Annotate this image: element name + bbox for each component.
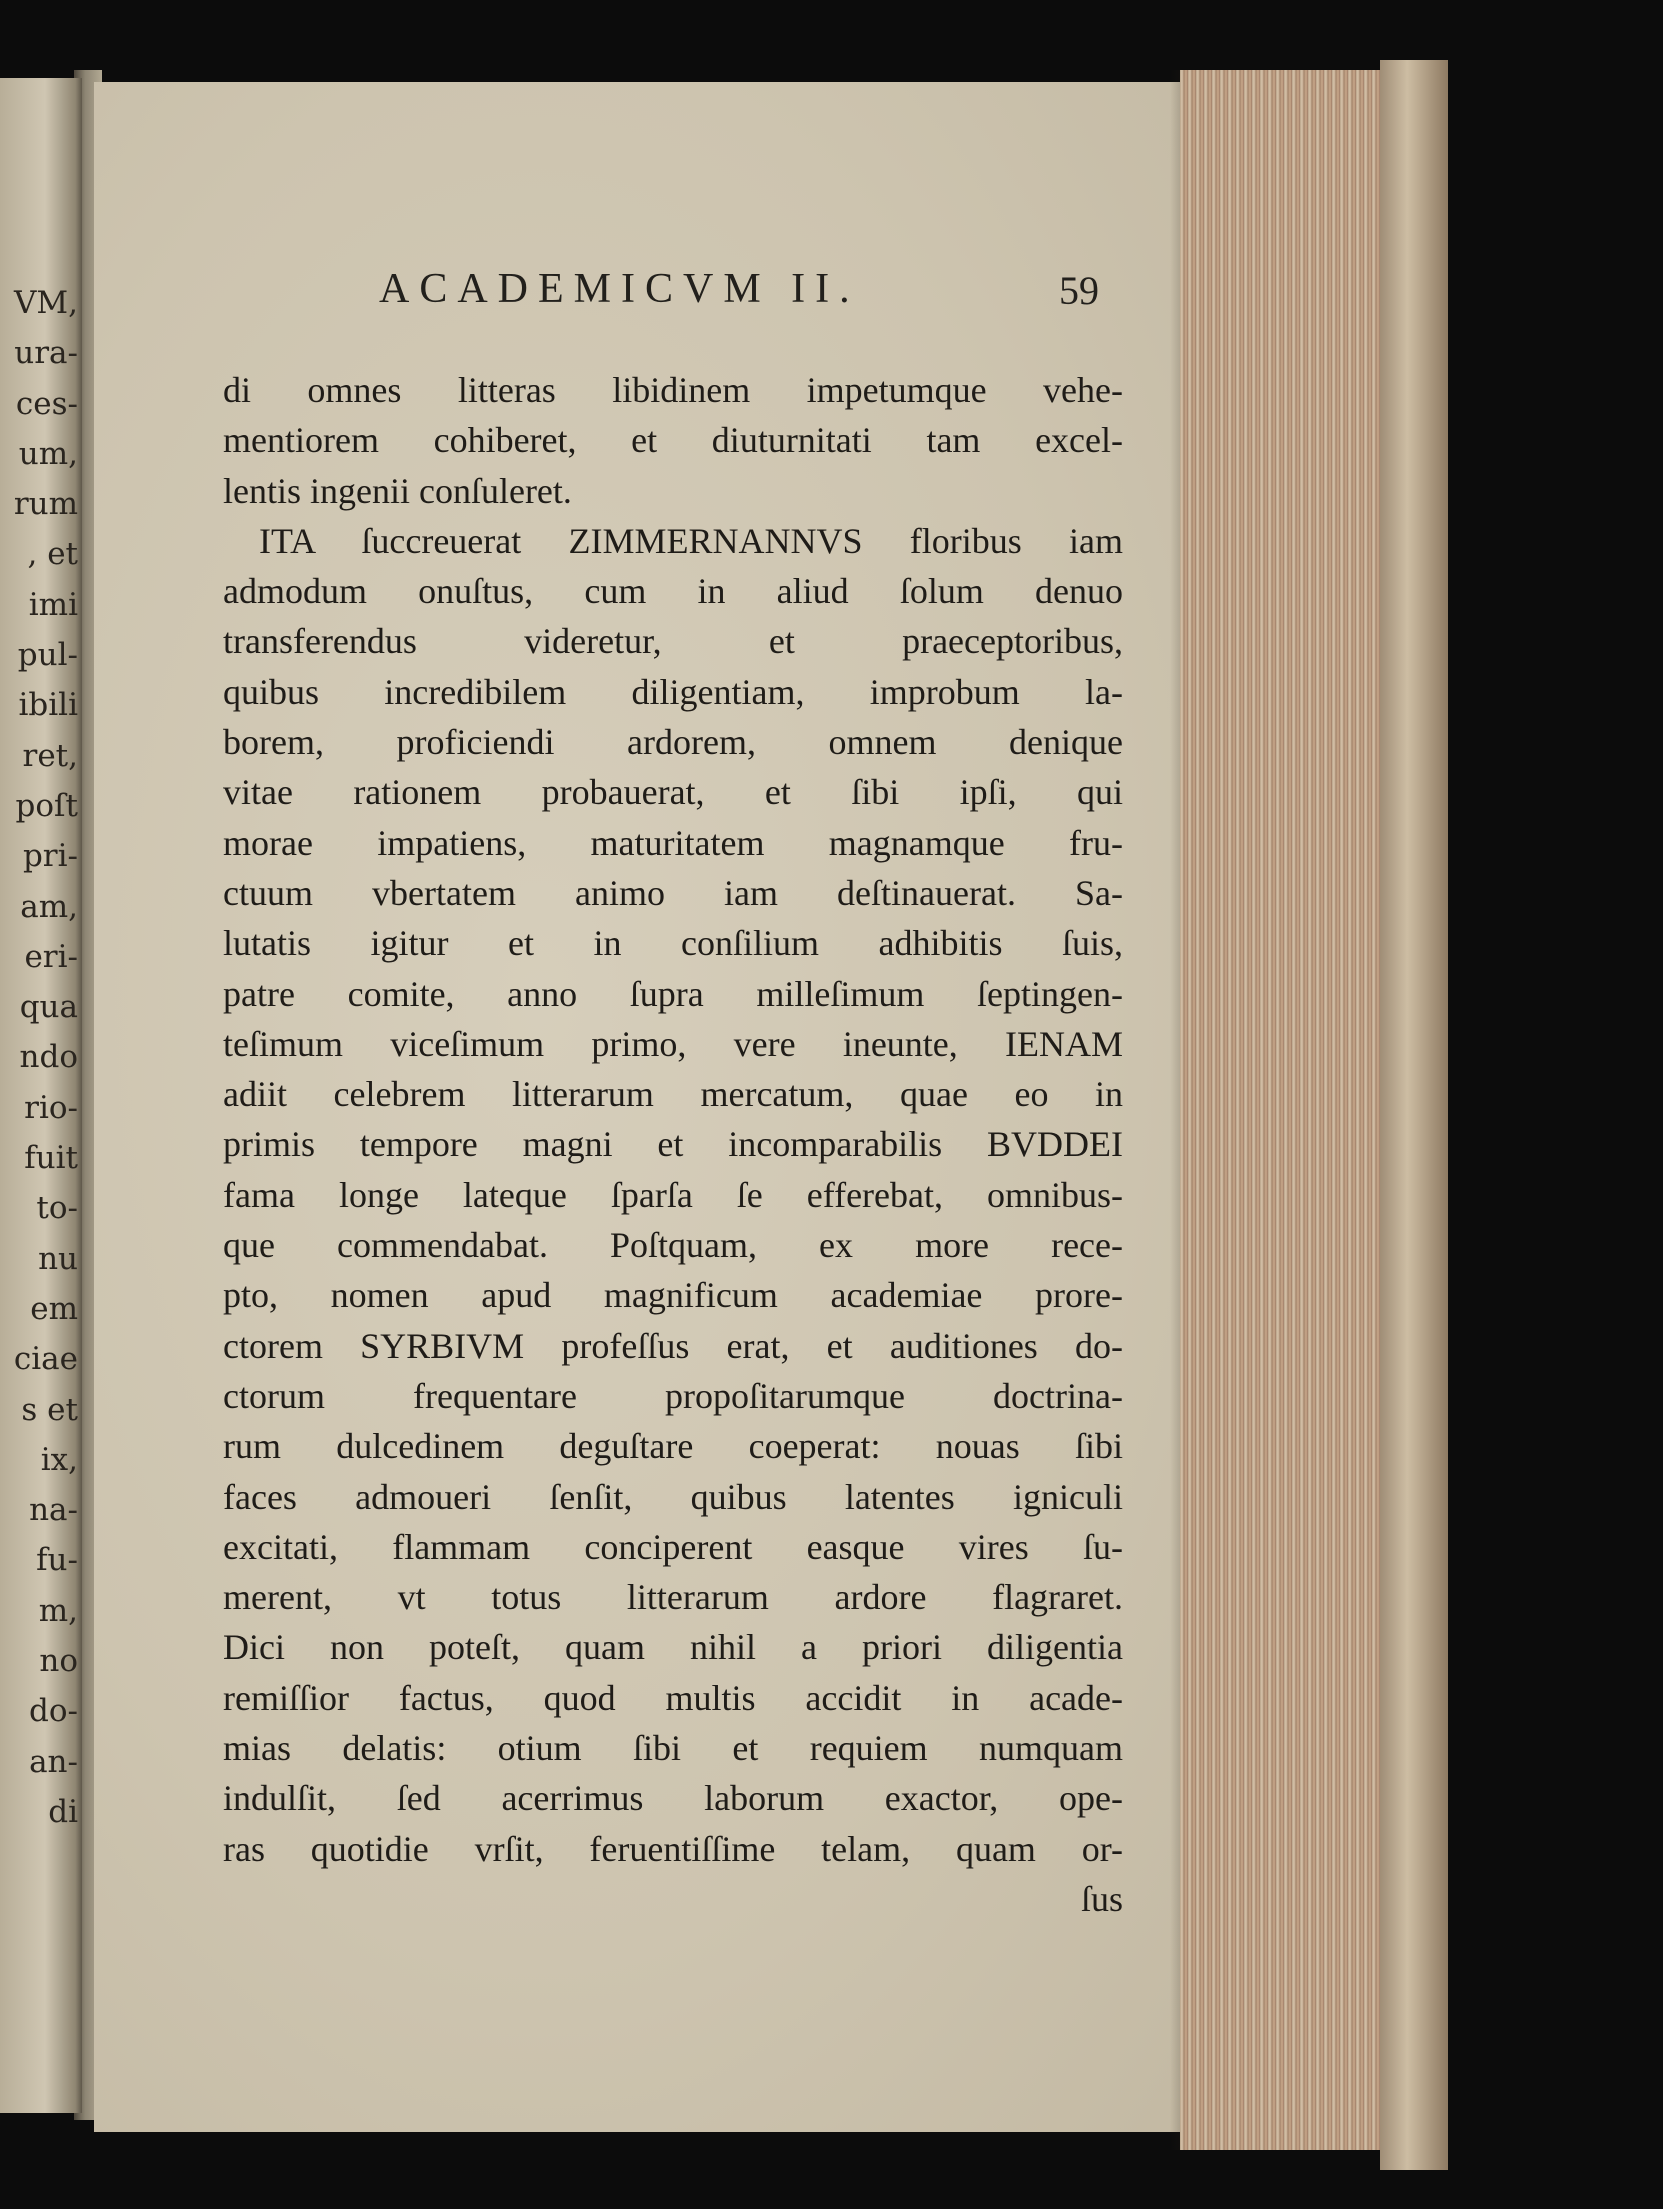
text-line: mentiorem cohiberet, et diuturnitati tam excel- (223, 420, 1123, 461)
left-page (0, 78, 82, 2113)
text-line: ctuum vbertatem animo iam deſtinauerat. Sa- (223, 872, 1123, 913)
text-line: quibus incredibilem diligentiam, improbum la- (223, 671, 1123, 712)
left-page-line: ces- (15, 385, 78, 422)
left-page-line: pri- (22, 838, 78, 875)
text-line: lentis ingenii conſuleret. (223, 470, 572, 511)
text-line: vitae rationem probauerat, et ſibi ipſi, qui (223, 772, 1123, 813)
text-line: ctorum frequentare propoſitarumque doctrina- (223, 1375, 1123, 1416)
left-page-line: qua (19, 989, 78, 1026)
left-page-line: no (39, 1643, 78, 1680)
left-page-line: ix, (40, 1441, 78, 1478)
left-page-line: do- (29, 1693, 78, 1730)
left-page-line: eri- (24, 938, 78, 975)
left-page-line: ret, (22, 737, 78, 774)
text-line: borem, proficiendi ardorem, omnem denique (223, 722, 1123, 763)
left-page-line: m, (38, 1592, 78, 1629)
body-text (223, 365, 1123, 1924)
text-line: admodum onuſtus, cum in aliud ſolum denuo (223, 571, 1123, 612)
text-line: primis tempore magni et incomparabilis BVDDEI (223, 1124, 1123, 1165)
left-page-line: VM, (14, 285, 78, 321)
text-line: faces admoueri ſenſit, quibus latentes igniculi (223, 1476, 1123, 1517)
left-page-line: rum (13, 486, 78, 523)
left-page-line: ibili (18, 687, 78, 724)
running-head (379, 265, 1099, 329)
text-line: pto, nomen apud magnificum academiae prore- (223, 1275, 1123, 1316)
text-line: adiit celebrem litterarum mercatum, quae eo in (223, 1074, 1123, 1115)
text-line: transferendus videretur, et praeceptoribus, (223, 621, 1123, 662)
left-page-line: to- (36, 1190, 78, 1227)
left-page-line: am, (20, 888, 78, 925)
running-title: ACADEMICVM II. (379, 266, 860, 312)
left-page-line: ndo (19, 1039, 78, 1076)
left-page-line: pul- (17, 637, 78, 674)
left-page-line: nu (38, 1240, 78, 1277)
left-page-line: na- (29, 1492, 78, 1529)
text-line: di omnes litteras libidinem impetumque vehe- (223, 370, 1123, 410)
text-line: remiſſior factus, quod multis accidit in acade- (223, 1677, 1123, 1718)
text-line: fama longe lateque ſparſa ſe efferebat, omnibus- (223, 1174, 1123, 1215)
left-page-line: em (30, 1290, 78, 1327)
right-page (94, 82, 1206, 2132)
text-line: excitati, flammam conciperent easque vires ſu- (223, 1526, 1123, 1567)
left-page-line: fu- (36, 1542, 78, 1579)
left-page-line: fuit (24, 1140, 78, 1177)
text-line: morae impatiens, maturitatem magnamque fru- (223, 822, 1123, 863)
book-cover-board (1380, 60, 1448, 2170)
text-line: ras quotidie vrſit, feruentiſſime telam, quam or- (223, 1828, 1123, 1869)
text-line: ctorem SYRBIVM profeſſus erat, et auditiones do- (223, 1325, 1123, 1366)
text-line: que commendabat. Poſtquam, ex more rece- (223, 1225, 1123, 1266)
text-line: merent, vt totus litterarum ardore flagraret. (223, 1577, 1123, 1618)
left-page-line: an- (29, 1743, 78, 1780)
left-page-line: di (48, 1793, 78, 1830)
left-page-line: , et (27, 536, 78, 573)
left-page-line: ciae (13, 1341, 78, 1378)
left-page-text (0, 278, 82, 1837)
text-line: rum dulcedinem deguſtare coeperat: nouas ſibi (223, 1426, 1123, 1467)
left-page-line: um, (18, 435, 78, 472)
text-line: patre comite, anno ſupra milleſimum ſeptingen- (223, 973, 1123, 1014)
left-page-line: poſt (15, 787, 78, 824)
text-line: teſimum viceſimum primo, vere ineunte, IENAM (223, 1023, 1123, 1064)
book-fore-edge (1180, 70, 1410, 2150)
catchword: ſus (1080, 1878, 1123, 1919)
text-line: lutatis igitur et in conſilium adhibitis ſuis, (223, 923, 1123, 964)
left-page-line: imi (28, 586, 78, 623)
text-line: ITA ſuccreuerat ZIMMERNANNVS floribus iam (259, 520, 1123, 561)
text-line: mias delatis: otium ſibi et requiem numquam (223, 1728, 1123, 1769)
left-page-line: rio- (24, 1089, 78, 1126)
page-number: 59 (1059, 268, 1099, 313)
text-line: Dici non poteſt, quam nihil a priori diligentia (223, 1627, 1123, 1668)
left-page-line: ura- (14, 335, 78, 372)
text-line: indulſit, ſed acerrimus laborum exactor, ope- (223, 1778, 1123, 1819)
left-page-line: s et (21, 1391, 78, 1428)
